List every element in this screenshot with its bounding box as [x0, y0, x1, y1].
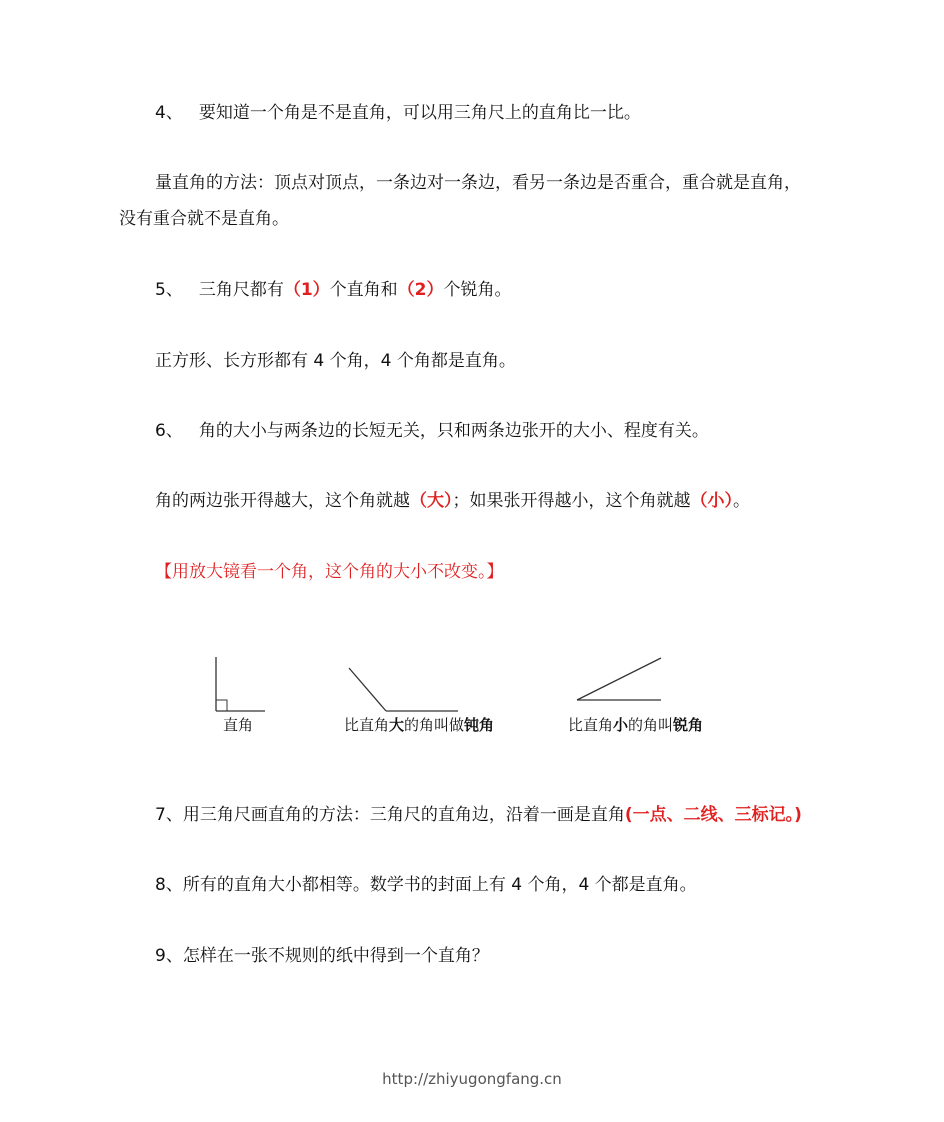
item-7-answer: (一点、二线、三标记。) [624, 805, 802, 825]
obtuse-label-name: 钝角 [464, 716, 495, 734]
angle-size-answer-big: （大） [410, 491, 453, 511]
measure-method-line-2: 没有重合就不是直角。 [119, 209, 289, 229]
item-4-number: 4、 [155, 103, 183, 123]
acute-angle-figure [577, 658, 661, 700]
angle-figures [0, 640, 944, 750]
angle-size-line [155, 490, 750, 512]
item-7-text: 7、用三角尺画直角的方法：三角尺的直角边，沿着一画是直角 [155, 805, 625, 825]
acute-angle-label [568, 715, 703, 735]
angle-size-post: 。 [733, 491, 750, 511]
obtuse-label-big: 大 [389, 716, 405, 734]
item-6-text: 角的大小与两条边的长短无关，只和两条边张开的大小、程度有关。 [198, 421, 709, 441]
acute-label-mid: 的角叫 [628, 716, 674, 734]
item-5-pre: 三角尺都有 [198, 280, 284, 300]
item-7 [155, 804, 802, 826]
item-5-post: 个锐角。 [443, 280, 512, 300]
item-6-number: 6、 [155, 421, 183, 441]
angle-size-answer-small: （小） [690, 491, 733, 511]
right-angle-label: 直角 [223, 716, 254, 734]
item-5-answer-1: （1） [283, 280, 330, 300]
angle-size-mid: ；如果张开得越小，这个角就越 [452, 491, 691, 511]
item-8: 8、所有的直角大小都相等。数学书的封面上有 4 个角，4 个都是直角。 [155, 875, 697, 895]
angle-size-pre: 角的两边张开得越大，这个角就越 [155, 491, 410, 511]
obtuse-angle-figure [349, 668, 458, 711]
acute-label-small: 小 [613, 716, 629, 734]
footer-url: http://zhiyugongfang.cn [382, 1070, 562, 1088]
obtuse-label-pre: 比直角 [344, 716, 390, 734]
item-5-mid: 个直角和 [329, 280, 398, 300]
obtuse-label-mid: 的角叫做 [404, 716, 465, 734]
square-rectangle-line: 正方形、长方形都有 4 个角，4 个角都是直角。 [155, 351, 516, 371]
item-4-text: 要知道一个角是不是直角，可以用三角尺上的直角比一比。 [198, 103, 641, 123]
item-4 [155, 102, 641, 124]
item-9: 9、怎样在一张不规则的纸中得到一个直角？ [155, 946, 489, 966]
item-6 [155, 420, 709, 442]
item-5-number: 5、 [155, 280, 183, 300]
acute-label-name: 锐角 [673, 716, 704, 734]
item-5-answer-2: （2） [397, 280, 444, 300]
right-angle-figure [216, 657, 265, 711]
acute-label-pre: 比直角 [568, 716, 614, 734]
magnifier-note: 【用放大镜看一个角，这个角的大小不改变。】 [155, 562, 504, 582]
obtuse-angle-label [344, 715, 494, 735]
item-5 [155, 279, 512, 301]
measure-method-line-1: 量直角的方法：顶点对顶点，一条边对一条边，看另一条边是否重合，重合就是直角， [155, 173, 801, 193]
